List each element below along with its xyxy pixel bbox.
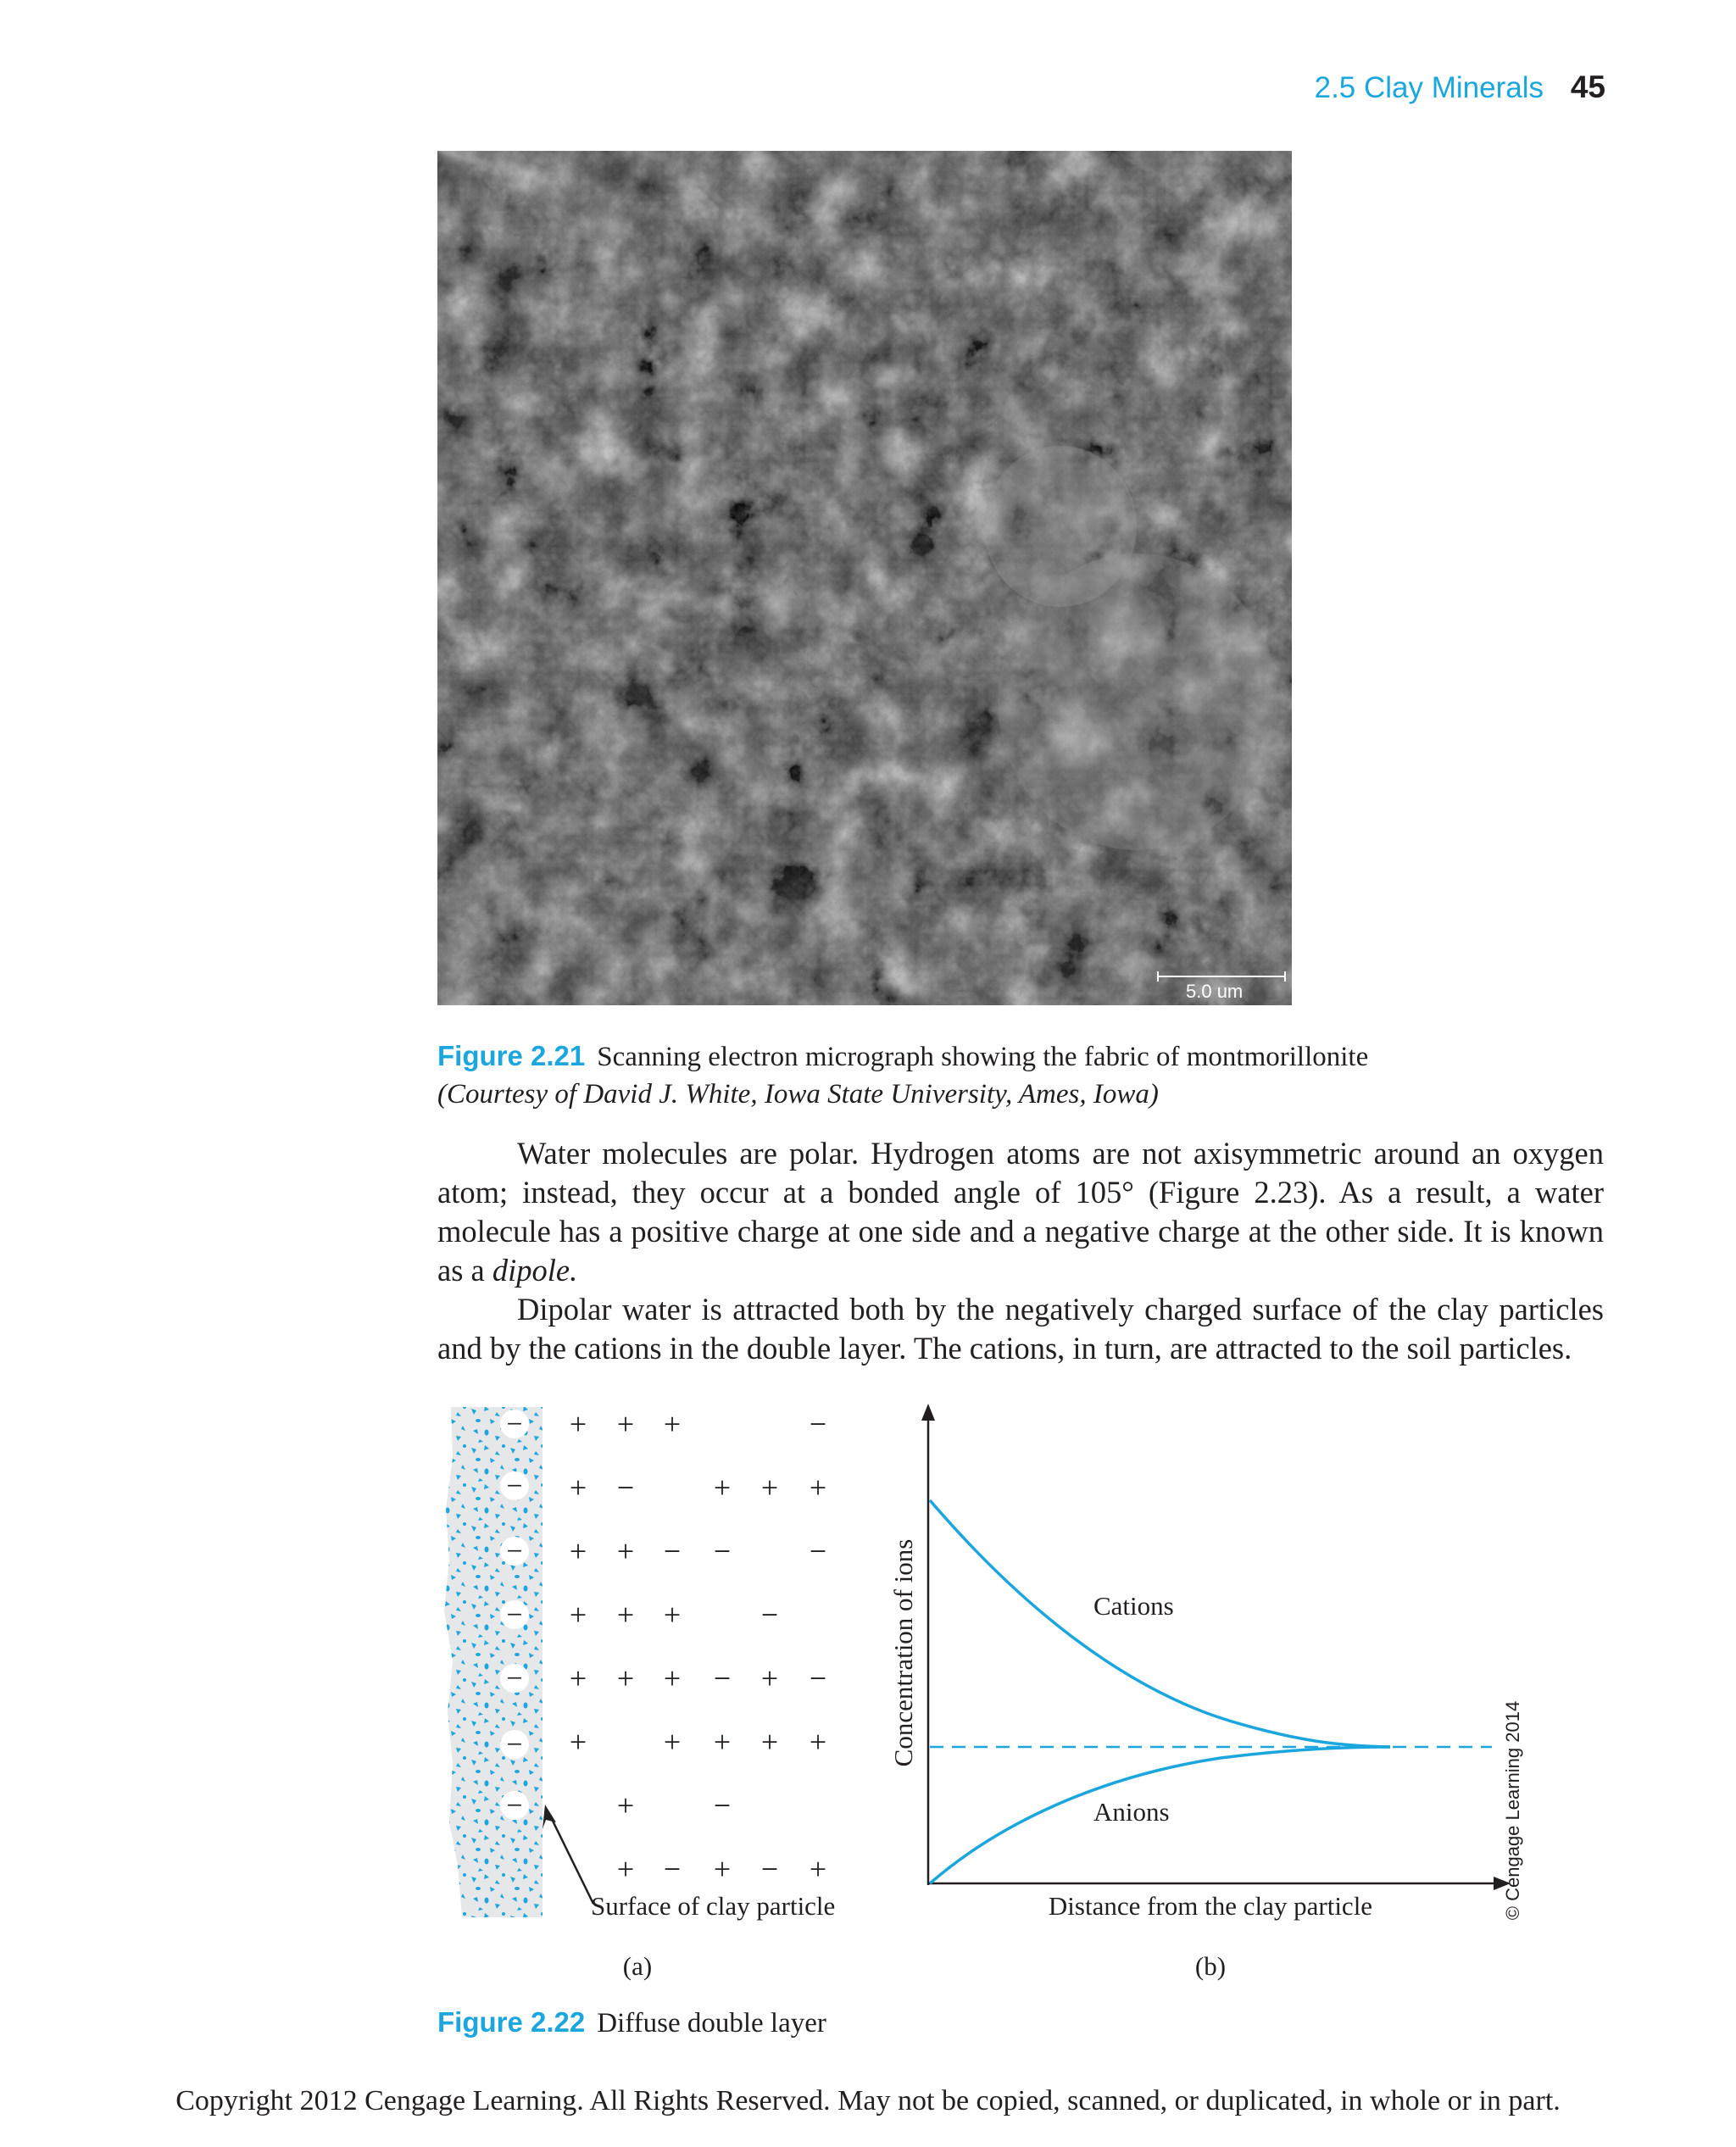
svg-text:−: −	[506, 1599, 523, 1631]
anion-sign: −	[616, 1471, 635, 1505]
anion-sign: −	[760, 1598, 779, 1632]
anion-sign: −	[663, 1534, 682, 1568]
cation-sign: +	[760, 1471, 779, 1505]
cation-sign: +	[616, 1598, 635, 1632]
cation-sign: +	[616, 1788, 635, 1822]
cation-sign: +	[569, 1598, 587, 1632]
anion-sign: −	[809, 1534, 827, 1568]
cation-sign: +	[809, 1725, 827, 1759]
cation-sign: +	[809, 1471, 827, 1505]
anion-sign: −	[809, 1407, 827, 1441]
surface-label: Surface of clay particle	[591, 1891, 836, 1921]
anion-sign: −	[663, 1852, 682, 1886]
image-credit: © Cengage Learning 2014	[1502, 1700, 1523, 1921]
cation-sign: +	[663, 1661, 682, 1695]
dipole-term: dipole.	[492, 1253, 578, 1288]
svg-text:−: −	[506, 1729, 523, 1760]
figure-2-22-label: Figure 2.22	[437, 2006, 586, 2038]
cation-sign: +	[713, 1471, 732, 1505]
cation-sign: +	[569, 1534, 587, 1568]
x-axis-label: Distance from the clay particle	[1048, 1891, 1373, 1921]
anion-sign: −	[713, 1534, 732, 1568]
cation-sign: +	[616, 1852, 635, 1886]
surface-pointer-arrow	[549, 1814, 593, 1904]
cation-sign: +	[760, 1661, 779, 1695]
figure-2-21-caption-line1: Scanning electron micrograph showing the fabric of montmorillonite	[597, 1042, 1369, 1072]
paragraph-1-text: Water molecules are polar. Hydrogen atoms are not axisymmetric around an oxygen atom; instead, they occur at a bonded angle of 105° (Figure 2.23). As a result, a water molecule has a positive charge at one side and a negative charge at the other side. It is known as a	[437, 1136, 1604, 1288]
y-axis-arrowhead	[921, 1404, 935, 1421]
cation-sign: +	[663, 1598, 682, 1632]
svg-text:−: −	[506, 1471, 523, 1502]
running-header-section: 2.5 Clay Minerals	[1314, 71, 1544, 104]
cation-sign: +	[569, 1725, 587, 1759]
cation-sign: +	[569, 1661, 587, 1695]
figure-2-22-caption-text: Diffuse double layer	[597, 2008, 826, 2039]
svg-text:−: −	[506, 1409, 523, 1440]
svg-text:−: −	[506, 1536, 523, 1567]
figure-2-21-caption-line2: (Courtesy of David J. White, Iowa State University, Ames, Iowa)	[437, 1079, 1159, 1110]
cation-sign: +	[616, 1407, 635, 1441]
figure-2-21-label: Figure 2.21	[437, 1040, 586, 1071]
cations-label: Cations	[1093, 1591, 1174, 1621]
anions-label: Anions	[1093, 1797, 1170, 1827]
anion-sign: −	[809, 1661, 827, 1695]
cation-sign: +	[713, 1852, 732, 1886]
cations-curve	[930, 1500, 1390, 1747]
double-layer-charges	[570, 1407, 826, 1886]
anion-sign: −	[713, 1788, 732, 1822]
cation-sign: +	[663, 1407, 682, 1441]
cation-sign: +	[809, 1852, 827, 1886]
cation-sign: +	[569, 1407, 587, 1441]
panel-a-label: (a)	[622, 1951, 653, 1981]
cation-sign: +	[616, 1661, 635, 1695]
cation-sign: +	[569, 1471, 587, 1505]
figure-2-22-caption	[437, 2004, 826, 2042]
anion-sign: −	[760, 1852, 779, 1886]
cation-sign: +	[760, 1725, 779, 1759]
scale-bar-label: 5.0 um	[1186, 981, 1244, 1002]
panel-b-label: (b)	[1194, 1951, 1227, 1981]
cation-sign: +	[663, 1725, 682, 1759]
page-number: 45	[1570, 70, 1605, 104]
copyright-footer: Copyright 2012 Cengage Learning. All Rights Reserved. May not be copied, scanned, or duplicated, in whole or in part.	[175, 2085, 1561, 2116]
svg-text:−: −	[506, 1663, 523, 1694]
svg-text:−: −	[506, 1790, 523, 1822]
cation-sign: +	[616, 1534, 635, 1568]
cation-sign: +	[713, 1725, 732, 1759]
paragraph-2: Dipolar water is attracted both by the negatively charged surface of the clay particles and by the cations in the double layer. The cations, in turn, are attracted to the soil particles.	[437, 1292, 1604, 1366]
y-axis-label: Concentration of ions	[888, 1538, 918, 1767]
anion-sign: −	[713, 1661, 732, 1695]
